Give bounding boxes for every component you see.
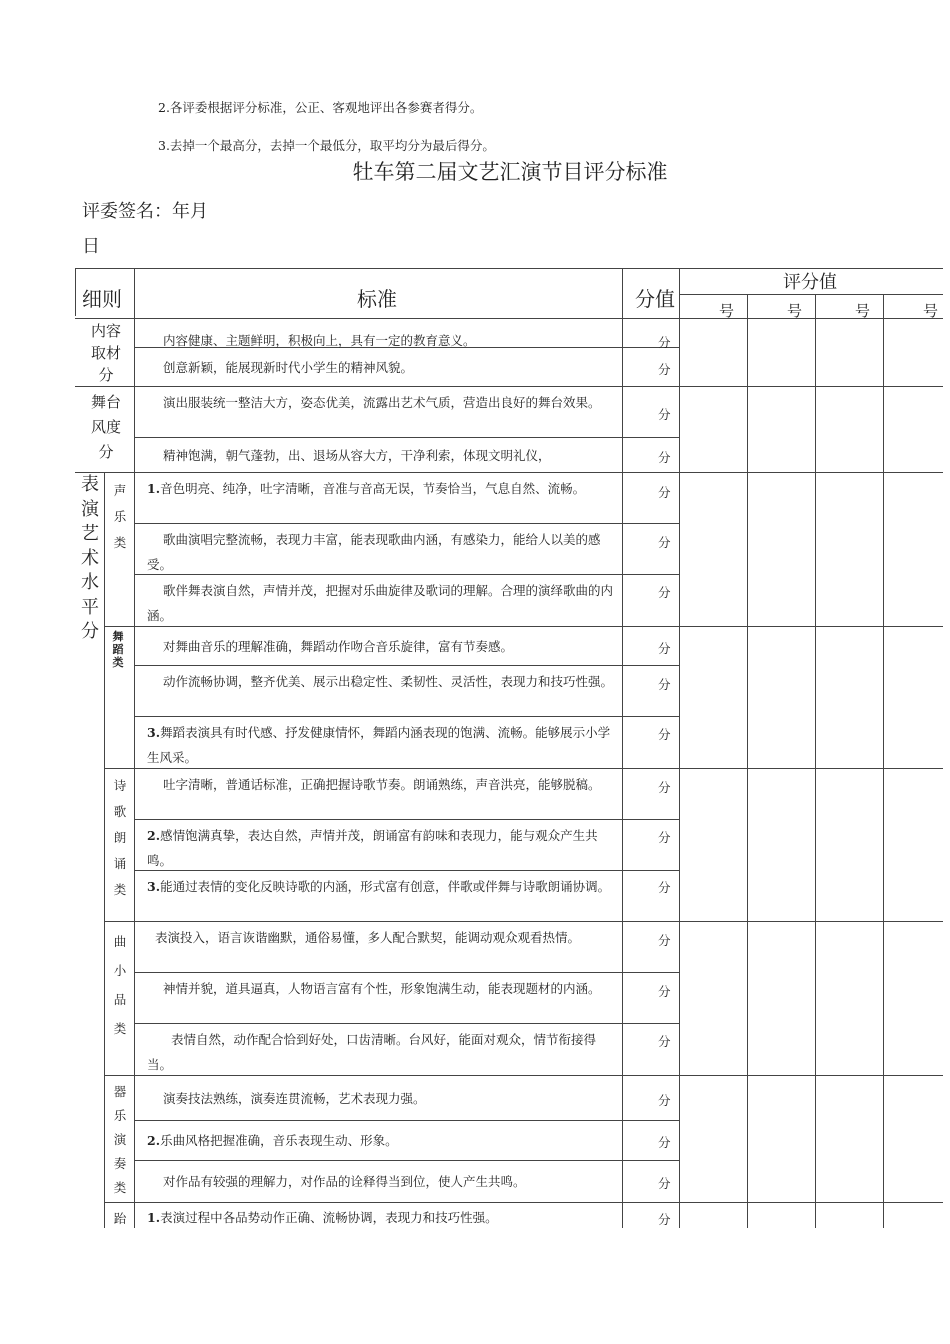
page-title: 牡车第二届文艺汇演节目评分标准 (352, 160, 668, 184)
judge-signature-label: 评委签名：年月 (82, 201, 208, 222)
sub-skit-label: 曲小品类 (113, 934, 127, 1036)
score-cell: 分 (658, 1135, 671, 1150)
score-cell: 分 (658, 1176, 671, 1191)
score-cell: 分 (658, 535, 671, 550)
standard-text: 神情并貌，道具逼真，人物语言富有个性，形象饱满生动，能表现题材的内涵。 (163, 981, 601, 996)
standard-text: 3.能通过表情的变化反映诗歌的内涵，形式富有创意，伴歌或伴舞与诗歌朗诵协调。 (147, 879, 611, 894)
section-stage-label: 舞台风度分 (90, 393, 121, 461)
standard-text: 1.音色明亮、纯净，吐字清晰，音准与音高无误，节奏恰当，气息自然、流畅。 (147, 481, 586, 496)
standard-text: 歌曲演唱完整流畅，表现力丰富，能表现歌曲内涵，有感染力，能给人以美的感受。 (147, 532, 601, 572)
header-standard: 标准 (357, 287, 397, 311)
score-cell: 分 (658, 1093, 671, 1108)
sub-instrument-label: 器乐演奏类 (113, 1084, 127, 1195)
score-cell: 分 (658, 880, 671, 895)
score-cell: 分 (658, 1034, 671, 1049)
rule-note-2: 2.各评委根据评分标准，公正、客观地评出各参赛者得分。 (158, 100, 483, 115)
standard-text: 对作品有较强的理解力，对作品的诠释得当到位，使人产生共鸣。 (163, 1174, 526, 1189)
score-cell: 分 (658, 830, 671, 845)
standard-text: 吐字清晰，普通话标准，正确把握诗歌节奏。朗诵熟练，声音洪亮，能够脱稿。 (163, 777, 601, 792)
header-detail: 细则 (82, 287, 122, 311)
standard-text: 对舞曲音乐的理解准确，舞蹈动作吻合音乐旋律，富有节奏感。 (163, 639, 514, 654)
score-cell: 分 (658, 933, 671, 948)
section-performance-label: 表演艺术水平分 (81, 474, 99, 642)
score-cell: 分 (658, 362, 671, 377)
judge-no-3: 号 (855, 302, 871, 320)
standard-text: 演出服装统一整洁大方，姿态优美，流露出艺术气质，营造出良好的舞台效果。 (163, 395, 601, 410)
score-cell: 分 (658, 1212, 671, 1227)
standard-text: 2.乐曲风格把握准确，音乐表现生动、形象。 (147, 1133, 398, 1148)
standard-text: 歌伴舞表演自然，声情并茂，把握对乐曲旋律及歌词的理解。合理的演绎歌曲的内涵。 (147, 583, 614, 623)
sub-taekwondo-label: 跆 (113, 1211, 127, 1226)
standard-text: 表情自然，动作配合恰到好处，口齿清晰。台风好，能面对观众，情节衔接得当。 (147, 1032, 597, 1072)
standard-text: 创意新颖，能展现新时代小学生的精神风貌。 (163, 360, 414, 375)
standard-text: 动作流畅协调，整齐优美、展示出稳定性、柔韧性、灵活性，表现力和技巧性强。 (163, 674, 614, 689)
standard-text: 内容健康、主题鲜明，积极向上，具有一定的教育意义。 (163, 333, 476, 348)
standard-text: 表演投入，语言诙谐幽默，通俗易懂，多人配合默契，能调动观众观看热情。 (155, 930, 581, 945)
judge-no-4: 号 (923, 302, 939, 320)
score-cell: 分 (658, 335, 671, 350)
standard-text: 3.舞蹈表演具有时代感、抒发健康情怀，舞蹈内涵表现的饱满、流畅。能够展示小学生风采。 (147, 725, 611, 765)
standard-text: 精神饱满，朝气蓬勃，出、退场从容大方，干净利索，体现文明礼仪， (163, 448, 551, 463)
sub-vocal-label: 声乐类 (113, 483, 127, 550)
score-cell: 分 (658, 984, 671, 999)
section-content-label: 内容取材分 (90, 322, 121, 384)
rule-note-3: 3.去掉一个最高分，去掉一个最低分，取平均分为最后得分。 (158, 138, 495, 153)
judge-no-1: 号 (719, 302, 735, 320)
score-cell: 分 (658, 780, 671, 795)
judge-signature-day: 日 (82, 236, 100, 257)
score-cell: 分 (658, 485, 671, 500)
score-cell: 分 (658, 585, 671, 600)
score-cell: 分 (658, 641, 671, 656)
sub-poetry-label: 诗歌朗诵类 (113, 778, 127, 897)
header-rating: 评分值 (783, 272, 837, 293)
standard-text: 1.表演过程中各品势动作正确、流畅协调，表现力和技巧性强。 (147, 1210, 498, 1225)
sub-dance-label: 舞蹈类 (112, 630, 124, 669)
score-cell: 分 (658, 727, 671, 742)
judge-no-2: 号 (787, 302, 803, 320)
score-cell: 分 (658, 677, 671, 692)
standard-text: 2.感情饱满真挚，表达自然，声情并茂，朗诵富有韵味和表现力，能与观众产生共鸣。 (147, 828, 598, 868)
score-cell: 分 (658, 407, 671, 422)
standard-text: 演奏技法熟练，演奏连贯流畅，艺术表现力强。 (163, 1091, 426, 1106)
score-cell: 分 (658, 450, 671, 465)
header-score-value: 分值 (635, 287, 675, 311)
